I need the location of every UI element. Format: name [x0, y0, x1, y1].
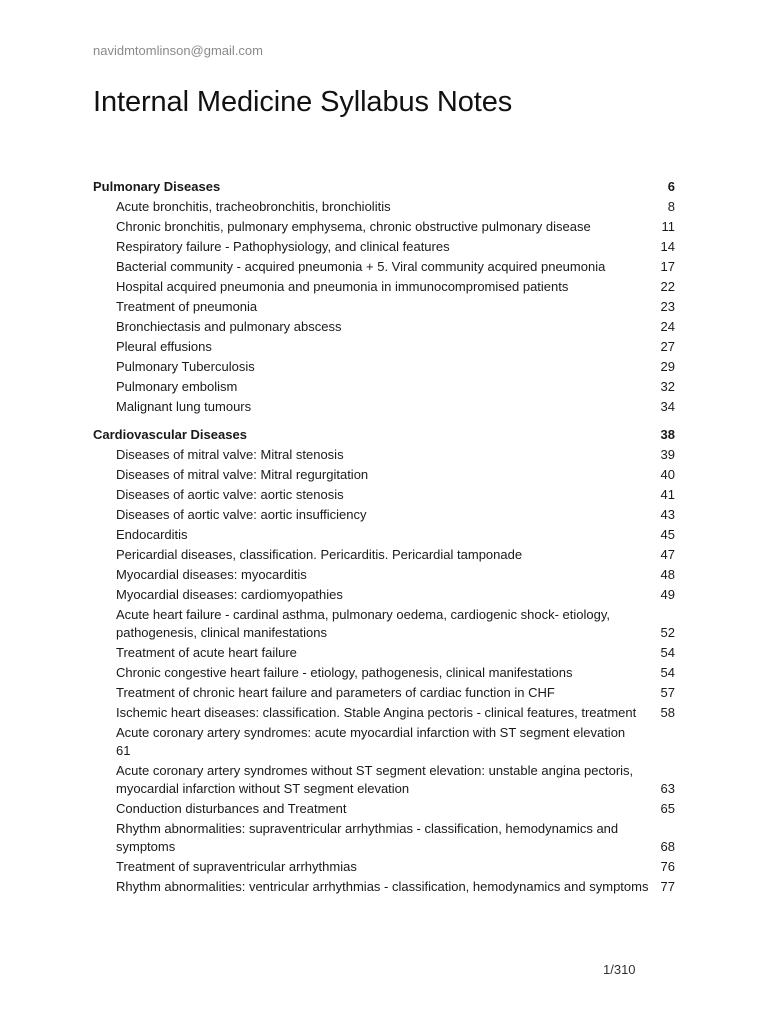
toc-section-page: 38 [660, 427, 675, 442]
toc-entry-title: Ischemic heart diseases: classification. Stable Angina pectoris - clinical features, treatment [116, 705, 637, 720]
toc-entry-page: 43 [660, 507, 675, 522]
toc-entry-title: Diseases of mitral valve: Mitral regurgitation [116, 467, 369, 482]
toc-entry[interactable] [93, 466, 675, 484]
toc-entry-page: 8 [667, 199, 675, 214]
toc-entry-title: Treatment of acute heart failure [116, 645, 297, 660]
toc-entry[interactable] [93, 338, 675, 356]
toc-entry-title: Hospital acquired pneumonia and pneumonia in immunocompromised patients [116, 279, 569, 294]
toc-entry-title: Pulmonary embolism [116, 379, 238, 394]
toc-entry-page: 52 [660, 625, 675, 640]
toc-entry[interactable] [93, 664, 675, 682]
toc-entry-page: 27 [660, 339, 675, 354]
toc-entry-page: 45 [660, 527, 675, 542]
toc-entry[interactable] [93, 724, 675, 760]
toc-entry-title: Diseases of aortic valve: aortic insufficiency [116, 507, 367, 522]
toc-entry[interactable] [93, 486, 675, 504]
author-email: navidmtomlinson@gmail.com [93, 43, 263, 58]
toc-entry-title: Pulmonary Tuberculosis [116, 359, 255, 374]
page-indicator: 1/310 [603, 962, 636, 977]
toc-entry-title: Myocardial diseases: myocarditis [116, 567, 307, 582]
toc-entry-page: 54 [660, 645, 675, 660]
toc-section-page: 6 [667, 179, 675, 194]
toc-entry-title: Diseases of aortic valve: aortic stenosis [116, 487, 344, 502]
toc-entry-page: 14 [660, 239, 675, 254]
toc-entry[interactable] [93, 298, 675, 316]
toc-section-heading[interactable] [93, 426, 675, 444]
toc-entry-page: 41 [660, 487, 675, 502]
toc-entry-title: Respiratory failure - Pathophysiology, and clinical features [116, 239, 450, 254]
toc-entry[interactable] [93, 446, 675, 464]
toc-entry-page: 48 [660, 567, 675, 582]
toc-entry-title: Pericardial diseases, classification. Pericarditis. Pericardial tamponade [116, 547, 523, 562]
toc-entry-title: Acute coronary artery syndromes without ST segment elevation: unstable angina pectoris, myocardial infarction without ST segment elevation [116, 763, 634, 796]
toc-entry-title: Conduction disturbances and Treatment [116, 801, 347, 816]
toc-entry-page: 61 [116, 743, 131, 758]
toc-entry-title: Chronic bronchitis, pulmonary emphysema, chronic obstructive pulmonary disease [116, 219, 591, 234]
toc-entry[interactable] [93, 644, 675, 662]
toc-section [93, 426, 675, 896]
toc-entry[interactable] [93, 704, 675, 722]
toc-entry-title: Acute coronary artery syndromes: acute myocardial infarction with ST segment elevation [116, 725, 626, 740]
toc-entry-page: 22 [660, 279, 675, 294]
toc-entry-page: 39 [660, 447, 675, 462]
toc-entry-page: 77 [660, 879, 675, 894]
toc-entry-title: Malignant lung tumours [116, 399, 252, 414]
toc-entry-title: Diseases of mitral valve: Mitral stenosis [116, 447, 344, 462]
toc-entry[interactable] [93, 278, 675, 296]
toc-entry[interactable] [93, 358, 675, 376]
toc-section-heading[interactable] [93, 178, 675, 196]
toc-entry[interactable] [93, 526, 675, 544]
toc-entry[interactable] [93, 858, 675, 876]
toc-entry-title: Treatment of supraventricular arrhythmias [116, 859, 357, 874]
toc-entry-page: 63 [660, 781, 675, 796]
toc-entry-page: 65 [660, 801, 675, 816]
toc-entry[interactable] [93, 762, 675, 798]
toc-entry-page: 49 [660, 587, 675, 602]
toc-entry[interactable] [93, 820, 675, 856]
toc-entry-title: Treatment of pneumonia [116, 299, 258, 314]
toc-entry-page: 58 [660, 705, 675, 720]
toc-entry-page: 32 [660, 379, 675, 394]
toc-entry-title: Treatment of chronic heart failure and parameters of cardiac function in CHF [116, 685, 555, 700]
toc-entry-page: 17 [660, 259, 675, 274]
toc-entry-title: Rhythm abnormalities: ventricular arrhythmias - classification, hemodynamics and symptoms [116, 879, 649, 894]
toc-entry[interactable] [93, 606, 675, 642]
toc-entry-title: Pleural effusions [116, 339, 212, 354]
toc-entry-page: 23 [660, 299, 675, 314]
toc-entry[interactable] [93, 566, 675, 584]
toc-entry-page: 34 [660, 399, 675, 414]
toc-entry[interactable] [93, 398, 675, 416]
toc-entry-title: Acute bronchitis, tracheobronchitis, bronchiolitis [116, 199, 391, 214]
toc-entry[interactable] [93, 546, 675, 564]
toc-entry[interactable] [93, 218, 675, 236]
toc-entry[interactable] [93, 684, 675, 702]
toc-entry[interactable] [93, 198, 675, 216]
toc-entry-page: 54 [660, 665, 675, 680]
toc-entry-page: 57 [660, 685, 675, 700]
table-of-contents [93, 178, 675, 906]
toc-entry-title: Acute heart failure - cardinal asthma, pulmonary oedema, cardiogenic shock- etiology, pathogenesis, clinical manifestations [116, 607, 611, 640]
document-title: Internal Medicine Syllabus Notes [93, 86, 513, 118]
toc-entry-title: Bronchiectasis and pulmonary abscess [116, 319, 342, 334]
toc-entry-title: Chronic congestive heart failure - etiology, pathogenesis, clinical manifestations [116, 665, 573, 680]
toc-entry-page: 68 [660, 839, 675, 854]
toc-entry[interactable] [93, 800, 675, 818]
toc-section [93, 178, 675, 416]
toc-entry[interactable] [93, 258, 675, 276]
toc-entry[interactable] [93, 506, 675, 524]
toc-entry-title: Endocarditis [116, 527, 188, 542]
toc-entry[interactable] [93, 318, 675, 336]
toc-entry-page: 24 [660, 319, 675, 334]
toc-section-title: Cardiovascular Diseases [93, 427, 247, 442]
toc-entry-page: 29 [660, 359, 675, 374]
toc-entry-page: 76 [660, 859, 675, 874]
toc-entry-title: Bacterial community - acquired pneumonia + 5. Viral community acquired pneumonia [116, 259, 606, 274]
toc-entry-title: Rhythm abnormalities: supraventricular arrhythmias - classification, hemodynamics and symptoms [116, 821, 619, 854]
toc-entry-page: 40 [660, 467, 675, 482]
toc-section-title: Pulmonary Diseases [93, 179, 221, 194]
toc-entry-page: 47 [660, 547, 675, 562]
toc-entry-title: Myocardial diseases: cardiomyopathies [116, 587, 343, 602]
toc-entry[interactable] [93, 878, 675, 896]
toc-entry-page: 11 [661, 219, 675, 234]
toc-entry[interactable] [93, 378, 675, 396]
toc-entry[interactable] [93, 238, 675, 256]
toc-entry[interactable] [93, 586, 675, 604]
